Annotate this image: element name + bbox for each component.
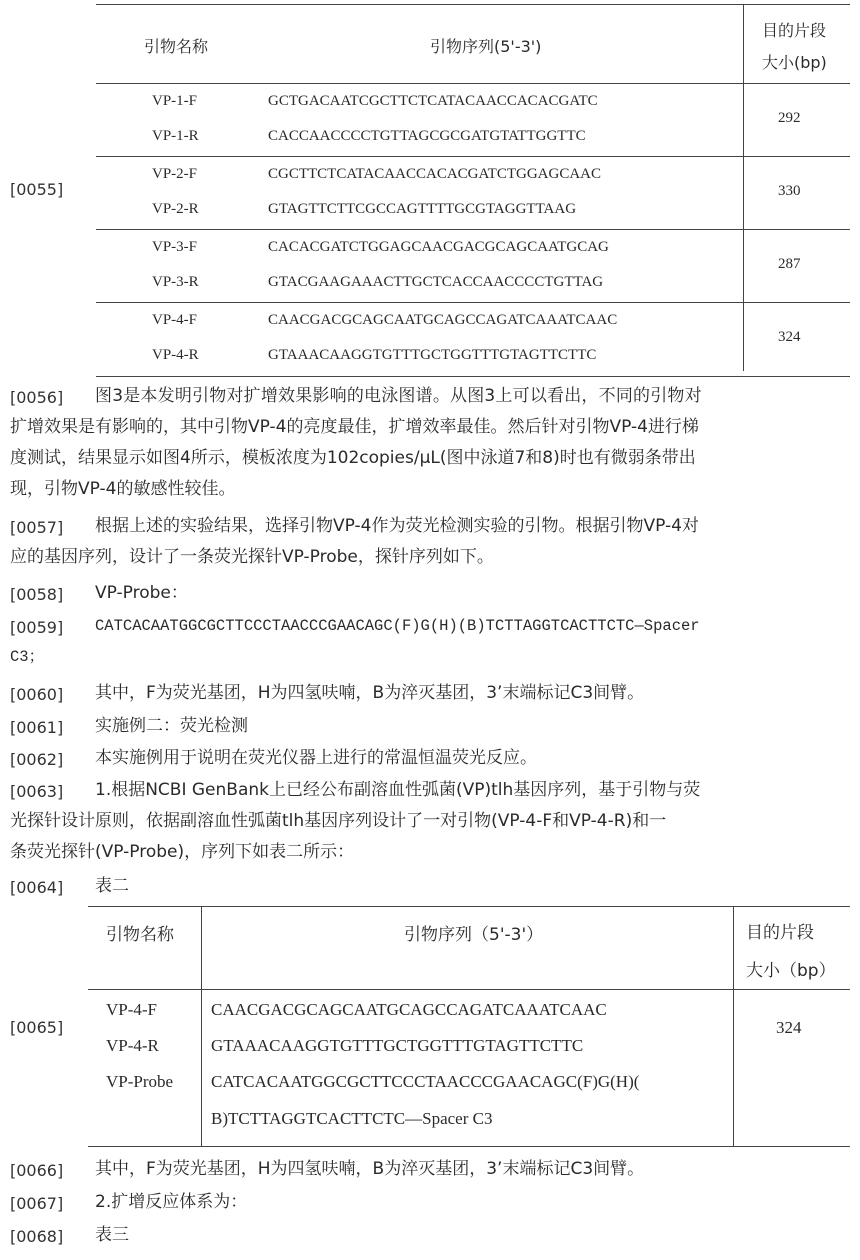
header-size-line2: 大小（bp）	[746, 961, 836, 981]
paragraph-0066	[95, 1154, 850, 1185]
primer-name: VP-1-F	[152, 93, 198, 109]
text-line: 其中，F为荧光基团，H为四氢呋喃，B为淬灭基团，3’末端标记C3间臂。	[95, 1159, 645, 1179]
fragment-size: 330	[778, 183, 801, 199]
paragraph-number: [0064]	[10, 878, 64, 897]
primer-sequence: CAACGACGCAGCAATGCAGCCAGATCAAATCAAC	[211, 1000, 607, 1019]
text-line: VP-Probe：	[95, 583, 188, 603]
text-line: 现，引物VP-4的敏感性较佳。	[10, 479, 236, 499]
probe-sequence-line: C3；	[10, 648, 45, 666]
header-size-line2: 大小(bp)	[762, 53, 827, 72]
primer-sequence: B)TCTTAGGTCACTTCTC—Spacer C3	[211, 1109, 493, 1128]
primer-sequence: CAACGACGCAGCAATGCAGCCAGATCAAATCAAC	[268, 312, 618, 328]
fragment-size: 324	[778, 329, 801, 345]
primer-sequence: GTAAACAAGGTGTTTGCTGGTTTGTAGTTCTTC	[211, 1036, 584, 1055]
primer-name: VP-3-F	[152, 239, 198, 255]
paragraph-0062	[95, 743, 850, 774]
paragraph-0060	[95, 678, 850, 709]
table-caption: 表二	[95, 876, 129, 896]
primer-table-1	[96, 4, 850, 371]
primer-sequence: GTACGAAGAAACTTGCTCACCAACCCCTGTTAG	[268, 274, 604, 290]
text-line: 条荧光探针(VP-Probe)，序列下如表二所示：	[10, 842, 355, 862]
header-primer-sequence: 引物序列(5'-3')	[430, 37, 542, 56]
primer-name: VP-1-R	[152, 128, 199, 144]
paragraph-0067	[95, 1187, 850, 1218]
primer-sequence: GTAAACAAGGTGTTTGCTGGTTTGTAGTTCTTC	[268, 347, 597, 363]
header-primer-name: 引物名称	[144, 37, 209, 56]
paragraph-number: [0060]	[10, 685, 64, 704]
paragraph-number: [0056]	[10, 388, 64, 407]
primer-name: VP-4-R	[106, 1036, 159, 1055]
text-line: 1.根据NCBI GenBank上已经公布副溶血性弧菌(VP)tlh基因序列，基于引物与荧	[95, 780, 701, 800]
fragment-size: 292	[778, 110, 801, 126]
primer-name: VP-4-R	[152, 347, 199, 363]
paragraph-0058	[95, 578, 850, 609]
text-line: 实施例二：荧光检测	[95, 716, 248, 736]
text-line: 图3是本发明引物对扩增效果影响的电泳图谱。从图3上可以看出，不同的引物对	[95, 386, 702, 406]
text-line: 应的基因序列，设计了一条荧光探针VP-Probe，探针序列如下。	[10, 547, 494, 567]
paragraph-0064	[95, 871, 850, 902]
primer-name: VP-3-R	[152, 274, 199, 290]
paragraph-number: [0062]	[10, 750, 64, 769]
paragraph-number: [0067]	[10, 1194, 64, 1213]
text-line: 根据上述的实验结果，选择引物VP-4作为荧光检测实验的引物。根据引物VP-4对	[95, 516, 699, 536]
paragraph-0061	[95, 711, 850, 742]
primer-name: VP-4-F	[152, 312, 198, 328]
fragment-size: 287	[778, 256, 801, 272]
paragraph-number: [0065]	[10, 1018, 64, 1037]
paragraph-number: [0055]	[10, 180, 64, 199]
text-line: 度测试，结果显示如图4所示，模板浓度为102copies/μL(图中泳道7和8)时也有微弱条带出	[10, 448, 696, 468]
text-line: 2.扩增反应体系为：	[95, 1192, 248, 1212]
header-size-line1: 目的片段	[762, 21, 827, 40]
paragraph-number: [0063]	[10, 782, 64, 801]
text-line: 扩增效果是有影响的，其中引物VP-4的亮度最佳，扩增效率最佳。然后针对引物VP-4进行梯	[10, 417, 699, 437]
header-primer-name: 引物名称	[106, 925, 174, 945]
paragraph-number: [0068]	[10, 1227, 64, 1246]
probe-sequence-line: CATCACAATGGCGCTTCCCTAACCCGAACAGC(F)G(H)(B)TCTTAGGTCACTTCTC—Spacer	[95, 617, 700, 635]
primer-sequence: CACCAACCCCTGTTAGCGCGATGTATTGGTTC	[268, 128, 586, 144]
primer-name: VP-2-R	[152, 201, 199, 217]
primer-sequence: CGCTTCTCATACAACCACACGATCTGGAGCAAC	[268, 166, 601, 182]
paragraph-number: [0057]	[10, 518, 64, 537]
primer-sequence: CATCACAATGGCGCTTCCCTAACCCGAACAGC(F)G(H)(	[211, 1072, 640, 1091]
text-line: 本实施例用于说明在荧光仪器上进行的常温恒温荧光反应。	[95, 748, 537, 768]
primer-name: VP-4-F	[106, 1000, 158, 1019]
text-line: 光探针设计原则，依据副溶血性弧菌tlh基因序列设计了一对引物(VP-4-F和VP-4-R)和一	[10, 811, 667, 831]
paragraph-number: [0066]	[10, 1161, 64, 1180]
primer-sequence: GTAGTTCTTCGCCAGTTTTGCGTAGGTTAAG	[268, 201, 577, 217]
header-primer-sequence: 引物序列（5'-3'）	[404, 925, 544, 945]
text-line: 其中，F为荧光基团，H为四氢呋喃，B为淬灭基团，3’末端标记C3间臂。	[95, 683, 645, 703]
header-size-line1: 目的片段	[746, 923, 814, 943]
primer-name: VP-Probe	[106, 1072, 174, 1091]
paragraph-number: [0061]	[10, 718, 64, 737]
primer-table-2	[88, 906, 850, 1146]
paragraph-0068	[95, 1220, 850, 1251]
table-caption: 表三	[95, 1225, 129, 1245]
fragment-size: 324	[776, 1018, 802, 1037]
primer-sequence: GCTGACAATCGCTTCTCATACAACCACACGATC	[268, 93, 598, 109]
paragraph-number: [0059]	[10, 618, 64, 637]
primer-name: VP-2-F	[152, 166, 198, 182]
paragraph-number: [0058]	[10, 585, 64, 604]
primer-sequence: CACACGATCTGGAGCAACGACGCAGCAATGCAG	[268, 239, 609, 255]
